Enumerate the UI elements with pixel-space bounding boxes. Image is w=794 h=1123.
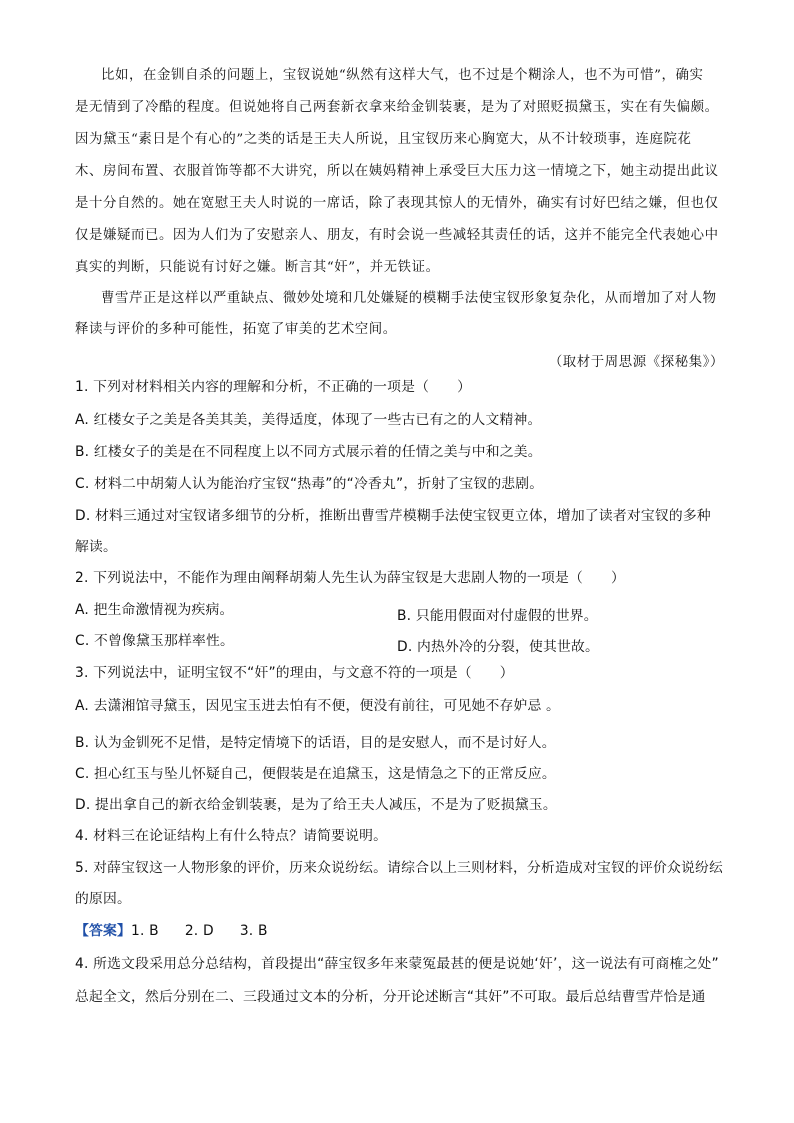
question-5-stem-line-1: 5. 对薛宝钗这一人物形象的评价，历来众说纷纭。请综合以上三则材料，分析造成对宝钗的评价众说纷纭 xyxy=(75,860,724,876)
answer-2: 2. D xyxy=(184,923,214,939)
passage-p1-line-3: 因为黛玉“素日是个有心的”之类的话是王夫人所说，且宝钗历来心胸宽大，从不计较琐事，连庭院花 xyxy=(75,132,692,147)
question-2-option-b: B. 只能用假面对付虚假的世界。 xyxy=(397,608,598,624)
answer-4-line-1: 4. 所选文段采用总分总结构，首段提出“薛宝钗多年来蒙冤最甚的便是说她‘奸’，这一说法有可商榷之处” xyxy=(75,956,719,972)
question-2-option-a: A. 把生命激情视为疾病。 xyxy=(75,602,234,618)
question-3-option-a: A. 去潇湘馆寻黛玉，因见宝玉进去怕有不便，便没有前往，可见她不存妒忌 。 xyxy=(75,698,561,714)
passage-p1-line-7: 真实的判断，只能说有讨好之嫌。断言其“奸”，并无铁证。 xyxy=(75,260,440,275)
question-2-option-c: C. 不曾像黛玉那样率性。 xyxy=(75,633,234,649)
question-3-stem: 3. 下列说法中，证明宝钗不“奸”的理由，与文意不符的一项是（ ） xyxy=(75,665,514,681)
answer-key-row xyxy=(75,925,268,939)
passage-p1-line-5: 是十分自然的。她在宽慰王夫人时说的一席话，除了表现其惊人的无情外，确实有讨好巴结之嫌，但也仅 xyxy=(75,196,719,211)
question-3-option-c: C. 担心红玉与坠儿怀疑自己，便假装是在追黛玉，这是情急之下的正常反应。 xyxy=(75,766,556,782)
question-1-option-a: A. 红楼女子之美是各美其美，美得适度，体现了一些古已有之的人文精神。 xyxy=(75,412,542,428)
question-1-option-d-line-1: D. 材料三通过对宝钗诸多细节的分析，推断出曹雪芹模糊手法使宝钗更立体，增加了读者对宝钗的多种 xyxy=(75,508,711,524)
question-2-stem: 2. 下列说法中，不能作为理由阐释胡菊人先生认为薛宝钗是大悲剧人物的一项是（ ） xyxy=(75,570,626,586)
question-1-option-b: B. 红楼女子的美是在不同程度上以不同方式展示着的任情之美与中和之美。 xyxy=(75,444,542,460)
passage-p1-line-1: 比如，在金钏自杀的问题上，宝钗说她“纵然有这样大气，也不过是个糊涂人，也不为可惜”，确实 xyxy=(101,68,704,83)
passage-p2-line-2: 释读与评价的多种可能性，拓宽了审美的艺术空间。 xyxy=(75,322,397,337)
passage-p2-line-1: 曹雪芹正是这样以严重缺点、微妙处境和几处嫌疑的模糊手法使宝钗形象复杂化，从而增加了对人物 xyxy=(101,291,717,306)
question-4-stem: 4. 材料三在论证结构上有什么特点？请简要说明。 xyxy=(75,828,388,844)
question-3-option-d: D. 提出拿自己的新衣给金钏装裹，是为了给王夫人减压，不是为了贬损黛玉。 xyxy=(75,797,557,813)
answer-1: 1. B xyxy=(131,923,159,939)
answer-3: 3. B xyxy=(239,923,268,939)
question-1-option-c: C. 材料二中胡菊人认为能治疗宝钗“热毒”的“冷香丸”，折射了宝钗的悲剧。 xyxy=(75,476,544,492)
passage-p1-line-4: 木、房间布置、衣服首饰等都不大讲究，所以在姨妈精神上承受巨大压力这一情境之下，她主动提出此议 xyxy=(75,164,719,179)
answer-tag: 【答案】 xyxy=(75,923,131,939)
question-5-stem-line-2: 的原因。 xyxy=(75,891,131,907)
question-1-stem: 1. 下列对材料相关内容的理解和分析，不正确的一项是（ ） xyxy=(75,379,472,395)
passage-p1-line-2: 是无情到了冷酷的程度。但说她将自己两套新衣拿来给金钏装裹，是为了对照贬损黛玉，实在有失偏颇。 xyxy=(75,100,719,115)
question-1-option-d-line-2: 解读。 xyxy=(75,539,117,555)
question-2-option-d: D. 内热外冷的分裂，使其世故。 xyxy=(397,639,599,655)
passage-p1-line-6: 仅是嫌疑而已。因为人们为了安慰亲人、朋友，有时会说一些减轻其责任的话，这并不能完全代表她心中 xyxy=(75,228,719,243)
answer-4-line-2: 总起全文，然后分别在二、三段通过文本的分析，分开论述断言“其奸”不可取。最后总结曹雪芹恰是通 xyxy=(75,989,706,1005)
passage-source: （取材于周思源《探秘集》） xyxy=(548,355,724,370)
question-3-option-b: B. 认为金钏死不足惜，是特定情境下的话语，目的是安慰人，而不是讨好人。 xyxy=(75,735,556,751)
